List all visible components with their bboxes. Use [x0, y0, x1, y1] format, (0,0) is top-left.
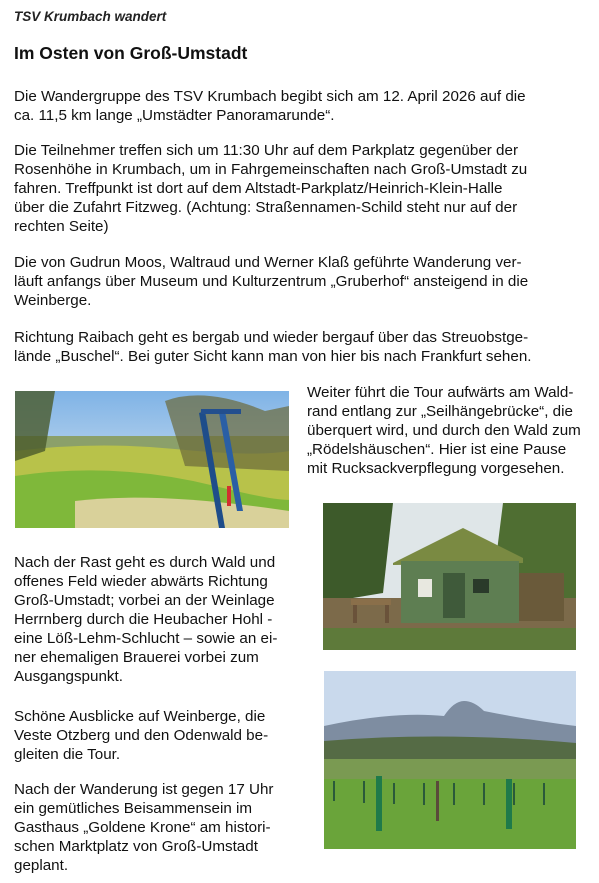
paragraph-seilbruecke — [307, 383, 581, 478]
text-line: Veste Otzberg und den Odenwald be- — [14, 727, 269, 744]
hut-image — [323, 503, 576, 650]
text-line: Herrnberg durch die Heubacher Hohl - — [14, 611, 273, 628]
text-line: Nach der Wanderung ist gegen 17 Uhr — [14, 781, 274, 798]
text-line: Schöne Ausblicke auf Weinberge, die — [14, 708, 266, 725]
text-line: Weinberge. — [14, 292, 92, 309]
text-line: eine Löß-Lehm-Schlucht – sowie an ei- — [14, 630, 278, 647]
text-line: ca. 11,5 km lange „Umstädter Panoramarunde“. — [14, 107, 335, 124]
text-line: Richtung Raibach geht es bergab und wieder bergauf über das Streuobstge- — [14, 329, 529, 346]
text-line: geplant. — [14, 857, 69, 874]
meadow-swing-image — [15, 391, 289, 528]
paragraph-intro — [14, 87, 526, 125]
headline: Im Osten von Groß-Umstadt — [14, 43, 248, 63]
text-line: ner ehemaligen Brauerei vorbei zum — [14, 649, 259, 666]
text-line: gleiten die Tour. — [14, 746, 121, 763]
text-line: Gasthaus „Goldene Krone“ am histori- — [14, 819, 271, 836]
text-line: fahren. Treffpunkt ist dort auf dem Altstadt-Parkplatz/Heinrich-Klein-Halle — [14, 180, 503, 197]
text-line: Ausgangspunkt. — [14, 668, 123, 685]
text-line: läuft anfangs über Museum und Kulturzentrum „Gruberhof“ ansteigend in die — [14, 273, 529, 290]
paragraph-return — [14, 553, 277, 686]
text-line: über die Zufahrt Fitzweg. (Achtung: Straßennamen-Schild steht nur auf der — [14, 199, 518, 216]
text-line: überquert wird, und durch den Wald zum — [307, 422, 581, 439]
vineyard-image — [324, 671, 576, 849]
text-line: rechten Seite) — [14, 218, 109, 235]
text-line: Die Teilnehmer treffen sich um 11:30 Uhr auf dem Parkplatz gegenüber der — [14, 142, 518, 159]
text-line: ein gemütliches Beisammensein im — [14, 800, 253, 817]
text-line: mit Rucksackverpflegung vorgesehen. — [307, 460, 565, 477]
text-line: Die Wandergruppe des TSV Krumbach begibt sich am 12. April 2026 auf die — [14, 88, 526, 105]
text-line: Groß-Umstadt; vorbei an der Weinlage — [14, 592, 275, 609]
paragraph-meeting — [14, 141, 527, 236]
paragraph-guides — [14, 253, 528, 310]
text-line: offenes Feld wieder abwärts Richtung — [14, 573, 268, 590]
text-line: lände „Buschel“. Bei guter Sicht kann man von hier bis nach Frankfurt sehen. — [14, 348, 532, 365]
text-line: Die von Gudrun Moos, Waltraud und Werner Klaß geführte Wanderung ver- — [14, 254, 522, 271]
photo-vineyard-otzberg — [324, 671, 576, 849]
photo-meadow-swing — [15, 391, 289, 528]
text-line: Weiter führt die Tour aufwärts am Wald- — [307, 384, 574, 401]
text-line: schen Marktplatz von Groß-Umstadt — [14, 838, 258, 855]
paragraph-views — [14, 707, 268, 764]
text-line: Nach der Rast geht es durch Wald und — [14, 554, 276, 571]
paragraph-buschel — [14, 328, 532, 366]
kicker: TSV Krumbach wandert — [14, 9, 167, 24]
text-line: rand entlang zur „Seilhängebrücke“, die — [307, 403, 573, 420]
paragraph-gathering — [14, 780, 273, 875]
photo-roedelshaeuschen — [323, 503, 576, 650]
text-line: „Rödelshäuschen“. Hier ist eine Pause — [307, 441, 567, 458]
text-line: Rosenhöhe in Krumbach, um in Fahrgemeinschaften nach Groß-Umstadt zu — [14, 161, 528, 178]
